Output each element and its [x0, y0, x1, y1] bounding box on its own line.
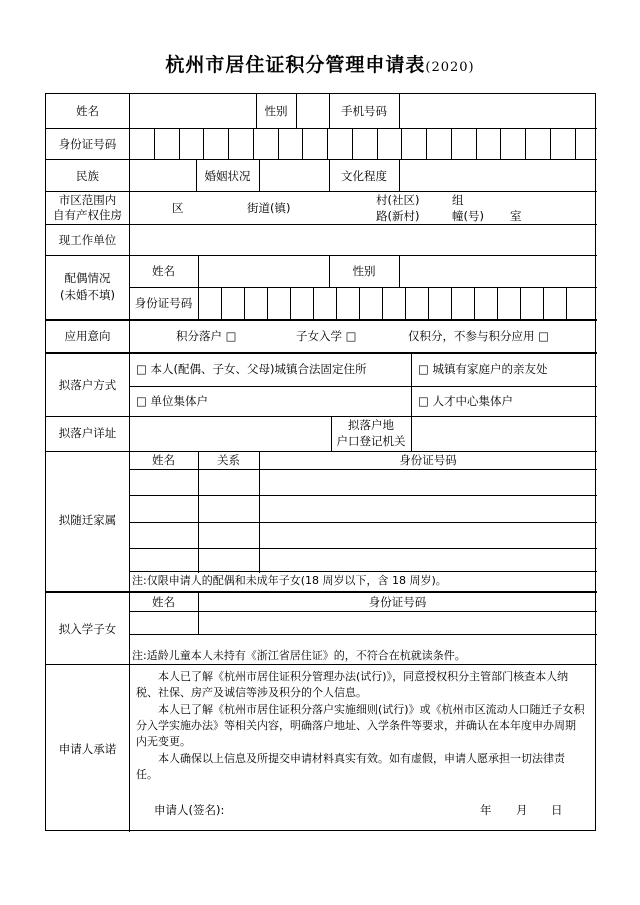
intent-label: 应用意向: [64, 329, 111, 343]
registration-office-label-line1: 拟落户地: [348, 418, 394, 432]
registration-office-label-line2: 户口登记机关: [336, 434, 406, 448]
children-col-id: 身份证号码: [368, 595, 427, 609]
housing-village: 村(社区): [376, 193, 420, 207]
spouse-name-field[interactable]: [199, 256, 328, 286]
settle-method-label: 拟落户方式: [58, 378, 117, 392]
education-field[interactable]: [400, 160, 596, 190]
family-label: 拟随迁家属: [58, 513, 117, 527]
application-form-table: [45, 93, 596, 831]
settle-option-own-residence[interactable]: □ 本人(配偶、子女、父母)城镇合法固定住所: [136, 362, 367, 376]
spouse-name-label: 姓名: [152, 264, 175, 278]
signature-label: 申请人(签名):: [154, 803, 225, 817]
work-unit-field[interactable]: [130, 225, 596, 255]
name-field[interactable]: [130, 95, 255, 127]
sign-day: 日: [551, 803, 563, 817]
gender-field[interactable]: [297, 95, 328, 127]
housing-road: 路(新村): [376, 209, 420, 223]
housing-room: 室: [510, 209, 522, 223]
spouse-label-line2: (未婚不填): [60, 288, 115, 302]
housing-label-line1: 市区范围内: [58, 193, 117, 207]
housing-street: 街道(镇): [247, 201, 291, 215]
marital-status-label: 婚姻状况: [204, 169, 251, 183]
intent-option-points-only[interactable]: 仅积分，不参与积分应用 □: [408, 329, 550, 343]
work-unit-label: 现工作单位: [58, 233, 117, 247]
ethnicity-label: 民族: [76, 169, 99, 183]
family-col-id: 身份证号码: [399, 453, 457, 467]
children-col-name: 姓名: [152, 595, 175, 609]
spouse-id-label: 身份证号码: [134, 296, 193, 310]
settle-option-unit-collective[interactable]: □ 单位集体户: [136, 394, 209, 408]
settle-address-field[interactable]: [130, 417, 330, 450]
intent-option-points-settle[interactable]: 积分落户 □: [176, 329, 237, 343]
education-label: 文化程度: [341, 169, 387, 183]
sign-month: 月: [516, 803, 528, 817]
housing-label-line2: 自有产权住房: [53, 208, 122, 222]
children-note: 注:适龄儿童本人未持有《浙江省居住证》的，不符合在杭就读条件。: [132, 649, 466, 662]
settle-address-label: 拟落户详址: [58, 426, 117, 440]
settle-option-talent-center[interactable]: □ 人才中心集体户: [418, 394, 514, 408]
children-label: 拟入学子女: [58, 622, 117, 636]
spouse-label-line1: 配偶情况: [64, 271, 111, 285]
gender-label: 性别: [264, 104, 288, 118]
promise-label: 申请人承诺: [58, 742, 117, 756]
title-text: 杭州市居住证积分管理申请表: [165, 54, 426, 76]
page-title: [0, 50, 640, 77]
intent-option-child-school[interactable]: 子女入学 □: [296, 329, 357, 343]
id-number-grid[interactable]: [130, 129, 596, 159]
family-col-relation: 关系: [217, 453, 240, 467]
phone-field[interactable]: [400, 95, 596, 127]
settle-option-relative-household[interactable]: □ 城镇有家庭户的亲友处: [418, 362, 548, 376]
housing-group: 组: [452, 193, 464, 207]
housing-building: 幢(号): [452, 209, 484, 223]
marital-status-field[interactable]: [260, 160, 328, 190]
promise-paragraph-1: 本人已了解《杭州市居住证积分管理办法(试行)》，同意授权积分主管部门核查本人纳税、社保、房产及诚信等涉及积分的个人信息。: [136, 670, 569, 699]
promise-paragraph-3: 本人确保以上信息及所提交申请材料真实有效。如有虚假，申请人愿承担一切法律责任。: [136, 752, 565, 781]
ethnicity-field[interactable]: [130, 160, 195, 190]
id-label: 身份证号码: [58, 137, 117, 151]
family-col-name: 姓名: [152, 453, 175, 467]
registration-office-field[interactable]: [412, 417, 596, 450]
phone-label: 手机号码: [341, 104, 387, 118]
name-label: 姓名: [76, 104, 99, 118]
title-year: (2020): [425, 60, 475, 75]
signature-field[interactable]: [241, 798, 471, 820]
sign-year: 年: [480, 803, 492, 817]
spouse-gender-field[interactable]: [400, 256, 596, 286]
promise-paragraph-2: 本人已了解《杭州市居住证积分落户实施细则(试行)》或《杭州市区流动人口随迁子女积分入学实施办法》等相关内容，明确落户地址、入学条件等要求，并确认在本年度申办周期内无变更。: [136, 703, 585, 748]
housing-district: 区: [172, 201, 184, 215]
family-note: 注:仅限申请人的配偶和未成年子女(18 周岁以下，含 18 周岁)。: [132, 574, 447, 587]
spouse-gender-label: 性别: [352, 264, 376, 278]
